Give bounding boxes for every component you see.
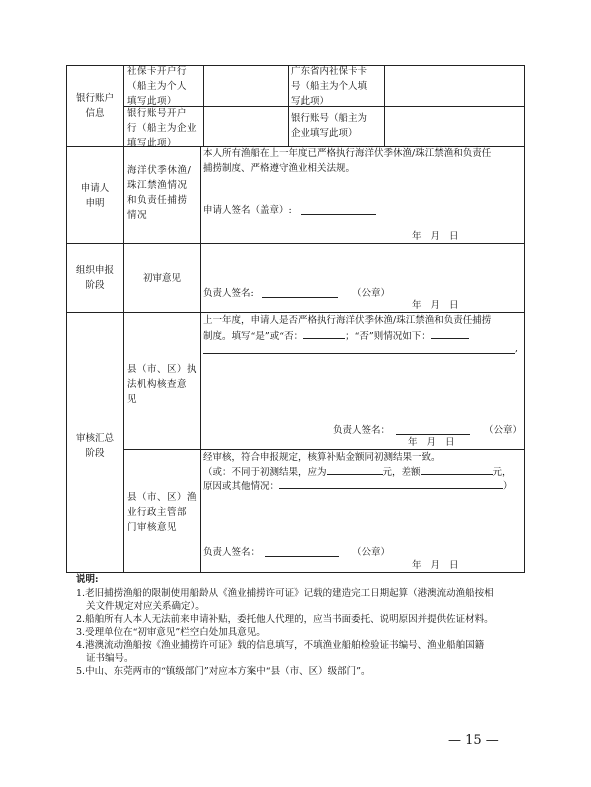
law-sub-label: 县（市、区）执 法机构核查意 见 — [127, 364, 198, 405]
fish-sub-label: 县（市、区）渔 业行政主管部 门审核意见 — [127, 492, 198, 533]
page-number: — 15 — — [448, 733, 499, 748]
applicant-date: 年 月 日 — [412, 231, 459, 242]
fish-text-3: 原因或其他情况： ） — [203, 478, 513, 494]
social-card-no-label: 广东省内社保卡卡 号（船主为个人填 写此项） — [291, 66, 368, 107]
notes-item: 2.船舶所有人本人无法前来申请补贴，委托他人代理的，应当书面委托、说明原因并提供佐证材料。 — [76, 614, 494, 625]
reason-blank[interactable] — [279, 478, 503, 489]
org-seal: （公章） — [352, 288, 391, 299]
bank-no-label: 银行账号（船主为 企业填写此项） — [291, 113, 368, 139]
notes-item: 关文件规定对应关系确定）。 — [86, 601, 205, 612]
applicant-sign-line[interactable] — [301, 214, 376, 215]
fish-date: 年 月 日 — [412, 560, 459, 571]
fish-sign-line[interactable] — [265, 556, 339, 557]
org-sign-label: 负责人签名: — [203, 288, 254, 299]
table-left-border — [66, 65, 67, 572]
notes-item: 3.受理单位在“初审意见”栏空白处加具意见。 — [76, 627, 266, 638]
applicant-statement: 本人所有渔船在上一年度已严格执行海洋伏季休渔/珠江禁渔和负责任 捕捞制度、严格遵守渔业相关法规。 — [203, 148, 492, 174]
org-section-label: 组织申报 阶段 — [75, 265, 114, 291]
law-date: 年 月 日 — [408, 437, 455, 448]
social-bank-label: 社保卡开户行 （船主为个人 填写此项） — [127, 66, 188, 107]
law-seal: （公章） — [484, 425, 523, 436]
org-sub-label: 初审意见 — [142, 273, 181, 284]
org-sign-line[interactable] — [262, 297, 338, 298]
notes-item: 1.老旧捕捞渔船的限制使用船龄从《渔业捕捞许可证》记载的建造完工日期起算（港澳流动渔船按相 — [76, 588, 494, 599]
label-column-divider — [123, 65, 124, 572]
yes-no-blank[interactable] — [303, 328, 345, 339]
law-text-2: 制度。填写“是”或“否： ；“否”则情况如下： — [203, 328, 469, 344]
notes-title: 说明: — [76, 574, 99, 585]
notes-item: 4.港澳流动渔船按《渔业捕捞许可证》载的信息填写，不填渔业船舶检验证书编号、渔业船舶国籍 — [76, 640, 485, 651]
notes-item: 5.中山、东莞两市的“镇级部门”对应本方案中“县（市、区）级部门”。 — [76, 666, 371, 677]
table-right-border — [524, 65, 525, 572]
difference-blank[interactable] — [421, 464, 493, 475]
sublabel-column-divider — [200, 146, 201, 572]
org-date: 年 月 日 — [412, 300, 459, 311]
fish-text-2: （或：不同于初测结果，应为 元，差额 元， — [203, 464, 512, 480]
situation-blank[interactable] — [431, 328, 469, 339]
notes-item: 证书编号。 — [86, 653, 134, 664]
applicant-sign-label: 申请人签名（盖章）: — [203, 205, 292, 216]
law-comma: , — [515, 343, 519, 354]
situation-line-2[interactable] — [203, 353, 515, 354]
fish-seal: （公章） — [352, 547, 391, 558]
bank-open-label: 银行账号开户 行（船主为企业 填写此项） — [127, 108, 198, 149]
law-sign-label: 负责人签名： — [333, 425, 391, 436]
law-text-1: 上一年度，申请人是否严格执行海洋伏季休渔/珠江禁渔和负责任捕捞 — [203, 315, 492, 326]
bank-section-label: 银行账户 信息 — [75, 93, 114, 119]
applicant-section-label: 申请人 申明 — [80, 183, 110, 209]
applicant-sub-label: 海洋伏季休渔/ 珠江禁渔情况 和负责任捕捞 情况 — [127, 165, 192, 221]
fish-sign-label: 负责人签名： — [203, 547, 261, 558]
amount-blank[interactable] — [327, 464, 383, 475]
review-section-label: 审核汇总 阶段 — [75, 433, 114, 459]
fish-text-1: 经审核，符合申报规定，核算补贴金额同初测结果一致。 — [203, 452, 441, 463]
